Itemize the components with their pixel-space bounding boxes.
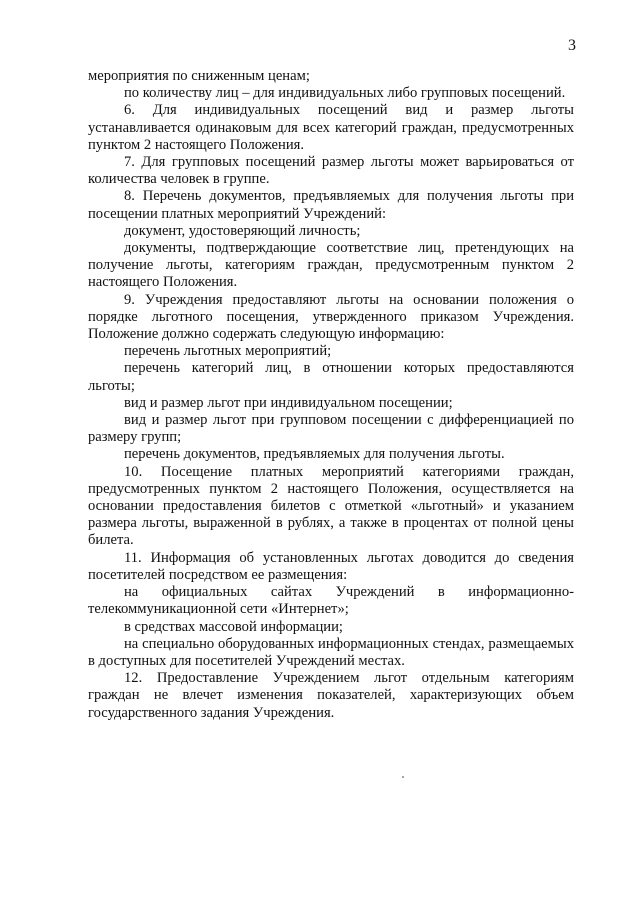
- paragraph: на официальных сайтах Учреждений в информационно-телекоммуникационной сети «Интернет»;: [88, 584, 574, 618]
- paragraph: перечень категорий лиц, в отношении которых предоставляются льготы;: [88, 360, 574, 394]
- paragraph: 10. Посещение платных мероприятий категориями граждан, предусмотренных пунктом 2 настоящего Положения, осуществляется на основании предоставления билетов с отметкой «льготный» и указанием размера льготы, выраженной в рублях, а также в процентах от полной цены билета.: [88, 463, 574, 549]
- paragraph: мероприятия по сниженным ценам;: [88, 68, 310, 84]
- paragraph: 8. Перечень документов, предъявляемых для получения льготы при посещении платных мероприятий Учреждений:: [88, 188, 574, 222]
- paragraph: вид и размер льгот при групповом посещении с дифференциацией по размеру групп;: [88, 412, 574, 446]
- paragraph: перечень документов, предъявляемых для получения льготы.: [124, 446, 505, 463]
- paragraph: 9. Учреждения предоставляют льготы на основании положения о порядке льготного посещения, утвержденного приказом Учреждения. Положение должно содержать следующую информацию:: [88, 291, 574, 343]
- paragraph: перечень льготных мероприятий;: [124, 343, 332, 360]
- paragraph: 11. Информация об установленных льготах доводится до сведения посетителей посредством ее размещения:: [88, 549, 574, 583]
- document-body: [88, 68, 574, 722]
- paragraph: документ, удостоверяющий личность;: [124, 222, 361, 239]
- paragraph: по количеству лиц – для индивидуальных либо групповых посещений.: [124, 85, 566, 102]
- paragraph: 12. Предоставление Учреждением льгот отдельным категориям граждан не влечет изменения показателей, характеризующих объем государственного задания Учреждения.: [88, 670, 574, 721]
- page-number: 3: [568, 37, 576, 54]
- scan-speck: [402, 776, 404, 778]
- paragraph: на специально оборудованных информационных стендах, размещаемых в доступных для посетителей Учреждений местах.: [88, 635, 574, 669]
- paragraph: 6. Для индивидуальных посещений вид и размер льготы устанавливается одинаковым для всех категорий граждан, предусмотренных пунктом 2 настоящего Положения.: [88, 102, 574, 153]
- paragraph: в средствах массовой информации;: [124, 618, 343, 635]
- paragraph: вид и размер льгот при индивидуальном посещении;: [124, 394, 453, 411]
- paragraph: документы, подтверждающие соответствие лиц, претендующих на получение льготы, категориям граждан, предусмотренным пунктом 2 настоящего Положения.: [88, 240, 574, 291]
- paragraph: 7. Для групповых посещений размер льготы может варьироваться от количества человек в группе.: [88, 154, 574, 188]
